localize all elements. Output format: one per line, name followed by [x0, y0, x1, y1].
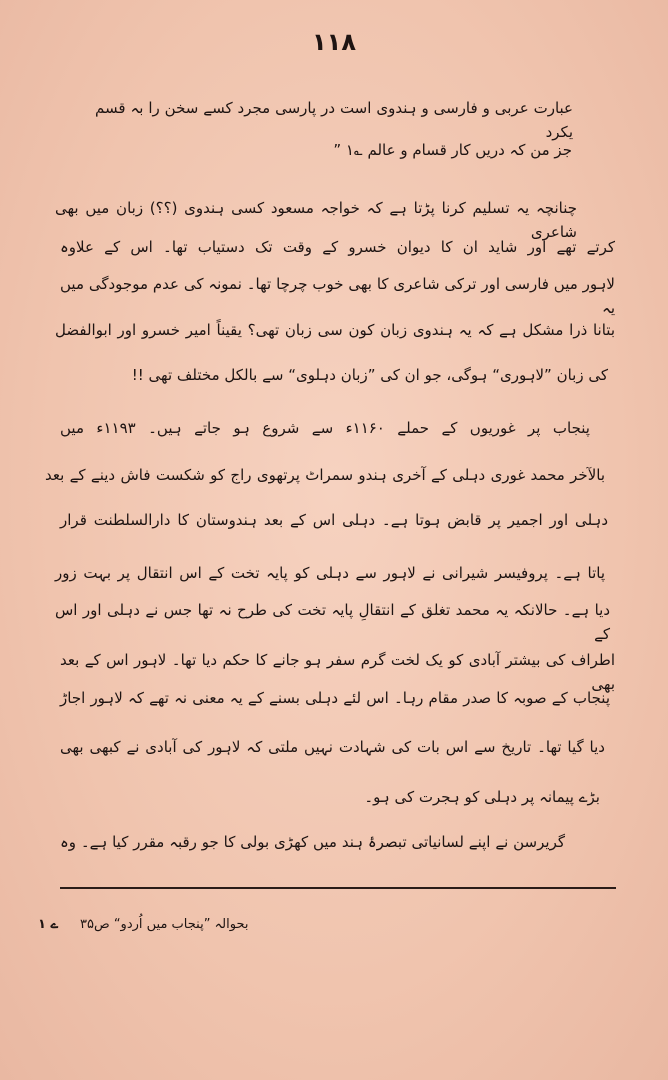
text-line: دہلی اور اجمیر پر قابض ہوتا ہے۔ دہلی اس کے بعد ہندوستان کا دارالسلطنت قرار [60, 511, 608, 529]
text-line: لاہور میں فارسی اور ترکی شاعری کا بھی خوب چرچا تھا۔ نمونہ کی عدم موجودگی میں یہ [60, 275, 615, 317]
text-line: پنجاب کے صوبہ کا صدر مقام رہا۔ اس لئے دہلی بسنے کے یہ معنی نہ تھے کہ لاہور اجاڑ [60, 689, 610, 707]
text-line: پنجاب پر غوریوں کے حملے ۱۱۶۰ء سے شروع ہو جاتے ہیں۔ ۱۱۹۳ء میں [60, 419, 590, 437]
text-line: گریرسن نے اپنے لسانیاتی تبصرۂ ہند میں کھڑی بولی کا جو رقبہ مقرر کیا ہے۔ وہ [60, 833, 565, 851]
page-number: ۱۱۸ [312, 28, 356, 56]
text-line: چنانچہ یہ تسلیم کرنا پڑتا ہے کہ خواجہ مسعود کسی ہندوی (؟؟) زبان میں بھی شاعری [55, 199, 577, 241]
footnote-marker: ۱ ے [38, 917, 59, 932]
text-line: کرتے تھے اور شاید ان کا دیوان خسرو کے وقت تک دستیاب تھا۔ اس کے علاوہ [60, 238, 615, 256]
quote-line-1: عبارت عربی و فارسی و ہندوی است در پارسی مجرد کسے سخن را بہ قسم یکرد [95, 99, 573, 141]
footnote-divider [60, 887, 616, 889]
text-line: دیا ہے۔ حالانکہ یہ محمد تغلق کے انتقالِ پایہ تخت کی طرح نہ تھا جس نے دہلی اور اس کے [55, 601, 610, 643]
text-line: بتانا ذرا مشکل ہے کہ یہ ہندوی زبان کون سی زبان تھی؟ یقیناً امیر خسرو اور ابوالفضل [55, 321, 615, 339]
text-line: اطراف کی بیشتر آبادی کو یک لخت گرم سفر ہو جانے کا حکم دیا تھا۔ لاہور اس کے بعد بھی [60, 651, 615, 693]
text-line: بالآخر محمد غوری دہلی کے آخری ہندو سمراٹ پرتھوی راج کو شکست فاش دینے کے بعد [45, 466, 605, 484]
text-line: بڑے پیمانہ پر دہلی کو ہجرت کی ہو۔ [364, 788, 600, 806]
quote-line-2: جز من کہ دریں کار قسام و عالم ؎۱ ” [333, 141, 572, 159]
text-line: دیا گیا تھا۔ تاریخ سے اس بات کی شہادت نہیں ملتی کہ لاہور کی آبادی نے کبھی بھی [60, 738, 605, 756]
text-line: کی زبان ”لاہوری“ ہوگی، جو ان کی ”زبان دہلوی“ سے بالکل مختلف تھی !! [131, 366, 608, 384]
text-line: پاتا ہے۔ پروفیسر شیرانی نے لاہور سے دہلی کو پایہ تخت کے اس انتقال پر بہت زور [55, 564, 605, 582]
footnote-text: بحوالہ ”پنجاب میں اُردو“ ص۳۵ [80, 917, 249, 932]
